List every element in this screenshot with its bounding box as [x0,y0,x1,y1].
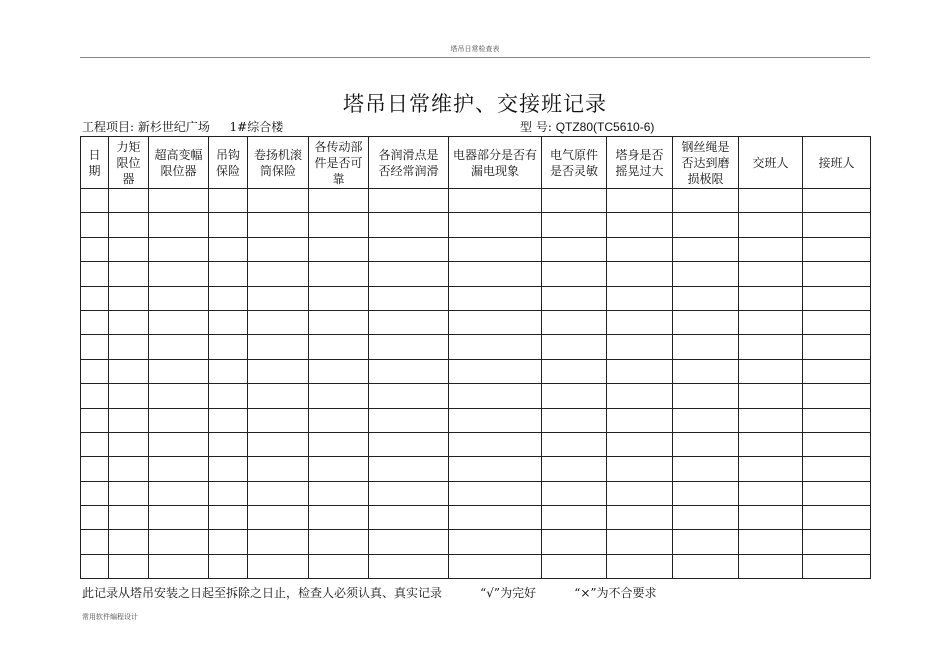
project-info [82,118,283,135]
table-cell[interactable] [673,189,739,213]
table-row [81,457,871,481]
table-cell[interactable] [449,286,542,310]
table-cell[interactable] [248,213,309,237]
table-cell[interactable] [542,506,607,530]
table-cell[interactable] [449,359,542,383]
table-cell[interactable] [81,335,109,359]
table-cell[interactable] [81,262,109,286]
table-cell[interactable] [673,213,739,237]
table-cell[interactable] [607,213,673,237]
table-row [81,237,871,261]
table-cell[interactable] [81,506,109,530]
table-cell[interactable] [248,310,309,334]
maintenance-log-table [80,136,871,579]
model-info [520,118,654,135]
table-header-row [81,137,871,189]
table-cell[interactable] [803,530,871,554]
table-cell[interactable] [803,359,871,383]
table-cell[interactable] [673,408,739,432]
table-cell[interactable] [109,506,149,530]
table-cell[interactable] [542,530,607,554]
table-cell[interactable] [542,384,607,408]
col-transmission-reliable: 各传动部件是否可靠 [309,137,369,189]
table-cell[interactable] [309,506,369,530]
table-cell[interactable] [309,530,369,554]
table-cell[interactable] [209,335,248,359]
table-cell[interactable] [248,286,309,310]
table-cell[interactable] [803,310,871,334]
col-winch-drum-safety: 卷扬机滚筒保险 [248,137,309,189]
table-cell[interactable] [109,213,149,237]
table-cell[interactable] [81,554,109,578]
table-cell[interactable] [673,262,739,286]
table-cell[interactable] [369,530,449,554]
col-electrical-leakage: 电器部分是否有漏电现象 [449,137,542,189]
table-cell[interactable] [542,359,607,383]
page-header: 塔吊日常检查表 [450,45,500,53]
table-cell[interactable] [607,481,673,505]
table-cell[interactable] [673,432,739,456]
table-cell[interactable] [149,310,209,334]
table-cell[interactable] [109,262,149,286]
table-cell[interactable] [309,408,369,432]
table-cell[interactable] [209,262,248,286]
table-cell[interactable] [369,481,449,505]
table-cell[interactable] [542,335,607,359]
table-cell[interactable] [109,335,149,359]
table-cell[interactable] [739,237,803,261]
table-cell[interactable] [739,408,803,432]
table-cell[interactable] [673,384,739,408]
table-cell[interactable] [309,481,369,505]
table-row [81,506,871,530]
table-cell[interactable] [209,554,248,578]
table-cell[interactable] [607,432,673,456]
table-cell[interactable] [739,481,803,505]
col-lubrication: 各润滑点是否经常润滑 [369,137,449,189]
table-cell[interactable] [248,481,309,505]
table-cell[interactable] [209,189,248,213]
table-cell[interactable] [149,335,209,359]
table-row [81,384,871,408]
table-cell[interactable] [542,432,607,456]
table-cell[interactable] [803,213,871,237]
table-cell[interactable] [607,506,673,530]
table-cell[interactable] [673,335,739,359]
table-cell[interactable] [81,213,109,237]
table-cell[interactable] [109,359,149,383]
table-cell[interactable] [109,432,149,456]
table-cell[interactable] [248,359,309,383]
table-cell[interactable] [81,310,109,334]
table-cell[interactable] [607,237,673,261]
page-title: 塔吊日常维护、交接班记录 [343,92,607,116]
table-cell[interactable] [309,384,369,408]
table-cell[interactable] [449,384,542,408]
table-cell[interactable] [542,262,607,286]
table-cell[interactable] [369,432,449,456]
table-cell[interactable] [739,530,803,554]
table-cell[interactable] [248,457,309,481]
table-cell[interactable] [309,359,369,383]
building-name: 1#综合楼 [229,120,284,134]
table-cell[interactable] [109,457,149,481]
table-cell[interactable] [739,457,803,481]
table-cell[interactable] [449,189,542,213]
table-cell[interactable] [739,506,803,530]
table-cell[interactable] [673,310,739,334]
table-cell[interactable] [109,237,149,261]
table-cell[interactable] [81,432,109,456]
table-cell[interactable] [803,262,871,286]
table-row [81,213,871,237]
table-cell[interactable] [209,237,248,261]
table-cell[interactable] [248,506,309,530]
page-footer: 常用软件编程设计 [82,613,138,621]
table-cell[interactable] [248,189,309,213]
table-cell[interactable] [449,554,542,578]
table-cell[interactable] [81,189,109,213]
table-cell[interactable] [309,237,369,261]
table-cell[interactable] [81,408,109,432]
table-cell[interactable] [449,432,542,456]
table-cell[interactable] [81,530,109,554]
table-cell[interactable] [449,310,542,334]
table-row [81,530,871,554]
table-cell[interactable] [149,213,209,237]
table-cell[interactable] [149,286,209,310]
table-row [81,310,871,334]
table-cell[interactable] [109,554,149,578]
table-cell[interactable] [673,481,739,505]
table-cell[interactable] [542,286,607,310]
table-row [81,481,871,505]
table-cell[interactable] [309,286,369,310]
col-handover-person: 交班人 [739,137,803,189]
table-cell[interactable] [209,213,248,237]
table-cell[interactable] [309,335,369,359]
col-hook-safety: 吊钩保险 [209,137,248,189]
table-cell[interactable] [149,432,209,456]
table-cell[interactable] [449,237,542,261]
table-cell[interactable] [209,286,248,310]
table-cell[interactable] [209,408,248,432]
table-cell[interactable] [81,359,109,383]
table-cell[interactable] [449,457,542,481]
table-cell[interactable] [149,481,209,505]
table-row [81,335,871,359]
table-cell[interactable] [81,481,109,505]
table-cell[interactable] [449,335,542,359]
col-takeover-person: 接班人 [803,137,871,189]
table-cell[interactable] [149,530,209,554]
project-label: 工程项目: [82,120,135,134]
table-cell[interactable] [607,554,673,578]
table-cell[interactable] [369,384,449,408]
table-cell[interactable] [542,237,607,261]
table-cell[interactable] [309,213,369,237]
table-cell[interactable] [607,335,673,359]
table-cell[interactable] [209,432,248,456]
table-cell[interactable] [369,457,449,481]
table-cell[interactable] [803,554,871,578]
table-row [81,286,871,310]
table-cell[interactable] [449,506,542,530]
table-cell[interactable] [369,237,449,261]
col-date: 日期 [81,137,109,189]
table-cell[interactable] [803,286,871,310]
table-cell[interactable] [673,506,739,530]
table-cell[interactable] [542,554,607,578]
table-cell[interactable] [542,310,607,334]
table-cell[interactable] [209,359,248,383]
table-cell[interactable] [248,530,309,554]
table-cell[interactable] [149,408,209,432]
table-cell[interactable] [542,189,607,213]
table-cell[interactable] [81,384,109,408]
table-row [81,408,871,432]
table-cell[interactable] [109,408,149,432]
table-cell[interactable] [209,457,248,481]
table-cell[interactable] [369,408,449,432]
table-cell[interactable] [81,286,109,310]
table-cell[interactable] [309,262,369,286]
table-row [81,432,871,456]
table-cell[interactable] [607,457,673,481]
table-cell[interactable] [803,457,871,481]
table-cell[interactable] [542,213,607,237]
header-divider [80,57,870,58]
table-cell[interactable] [607,286,673,310]
table-cell[interactable] [309,189,369,213]
table-cell[interactable] [449,213,542,237]
table-cell[interactable] [739,359,803,383]
table-cell[interactable] [109,286,149,310]
table-cell[interactable] [248,237,309,261]
table-cell[interactable] [309,457,369,481]
table-cell[interactable] [369,213,449,237]
table-row [81,554,871,578]
table-cell[interactable] [673,530,739,554]
table-cell[interactable] [673,359,739,383]
table-cell[interactable] [739,310,803,334]
table-cell[interactable] [542,408,607,432]
table-cell[interactable] [369,189,449,213]
table-cell[interactable] [109,189,149,213]
model-value: QTZ80(TC5610-6) [555,120,655,134]
table-cell[interactable] [209,506,248,530]
table-cell[interactable] [149,359,209,383]
table-cell[interactable] [309,432,369,456]
table-cell[interactable] [739,335,803,359]
col-wire-rope-wear: 钢丝绳是否达到磨损极限 [673,137,739,189]
table-cell[interactable] [542,481,607,505]
table-cell[interactable] [739,554,803,578]
table-cell[interactable] [607,408,673,432]
table-row [81,189,871,213]
table-cell[interactable] [673,237,739,261]
table-cell[interactable] [149,237,209,261]
table-cell[interactable] [309,554,369,578]
table-cell[interactable] [739,432,803,456]
table-cell[interactable] [607,530,673,554]
table-cell[interactable] [449,530,542,554]
table-cell[interactable] [81,457,109,481]
table-cell[interactable] [607,189,673,213]
col-electrical-components: 电气原件是否灵敏 [542,137,607,189]
table-cell[interactable] [803,384,871,408]
table-cell[interactable] [209,384,248,408]
footer-note: 此记录从塔吊安装之日起至拆除之日止，检查人必须认真、真实记录 “√”为完好 “×”为不合要求 [82,586,657,600]
table-cell[interactable] [449,262,542,286]
table-cell[interactable] [149,384,209,408]
table-cell[interactable] [673,457,739,481]
table-cell[interactable] [248,262,309,286]
table-cell[interactable] [248,432,309,456]
table-cell[interactable] [149,189,209,213]
table-cell[interactable] [149,262,209,286]
table-cell[interactable] [309,310,369,334]
project-name: 新杉世纪广场 [137,120,210,134]
table-cell[interactable] [109,384,149,408]
table-cell[interactable] [149,457,209,481]
table-cell[interactable] [248,384,309,408]
table-cell[interactable] [607,310,673,334]
col-tower-sway: 塔身是否摇晃过大 [607,137,673,189]
table-cell[interactable] [803,432,871,456]
table-cell[interactable] [803,481,871,505]
table-cell[interactable] [449,481,542,505]
model-label: 型 号: [520,120,552,134]
table-cell[interactable] [803,237,871,261]
table-cell[interactable] [209,481,248,505]
col-torque-limiter: 力矩限位器 [109,137,149,189]
table-cell[interactable] [81,237,109,261]
table-cell[interactable] [803,189,871,213]
table-cell[interactable] [369,262,449,286]
table-cell[interactable] [803,506,871,530]
table-cell[interactable] [109,530,149,554]
table-cell[interactable] [673,286,739,310]
table-cell[interactable] [803,335,871,359]
table-cell[interactable] [209,310,248,334]
table-cell[interactable] [109,481,149,505]
table-cell[interactable] [369,286,449,310]
table-row [81,359,871,383]
table-cell[interactable] [739,286,803,310]
table-cell[interactable] [369,335,449,359]
table-body [81,189,871,579]
table-cell[interactable] [248,554,309,578]
table-cell[interactable] [542,457,607,481]
table-cell[interactable] [607,262,673,286]
table-cell[interactable] [109,310,149,334]
table-cell[interactable] [607,359,673,383]
table-cell[interactable] [369,554,449,578]
table-cell[interactable] [673,554,739,578]
table-cell[interactable] [248,408,309,432]
table-cell[interactable] [739,384,803,408]
table-cell[interactable] [803,408,871,432]
table-row [81,262,871,286]
table-cell[interactable] [369,310,449,334]
table-cell[interactable] [209,530,248,554]
table-cell[interactable] [739,189,803,213]
table-cell[interactable] [739,213,803,237]
table-cell[interactable] [369,506,449,530]
col-height-luffing-limiter: 超高变幅限位器 [149,137,209,189]
table-cell[interactable] [369,359,449,383]
table-cell[interactable] [739,262,803,286]
table-cell[interactable] [607,384,673,408]
table-cell[interactable] [149,554,209,578]
table-cell[interactable] [149,506,209,530]
table-cell[interactable] [248,335,309,359]
table-cell[interactable] [449,408,542,432]
